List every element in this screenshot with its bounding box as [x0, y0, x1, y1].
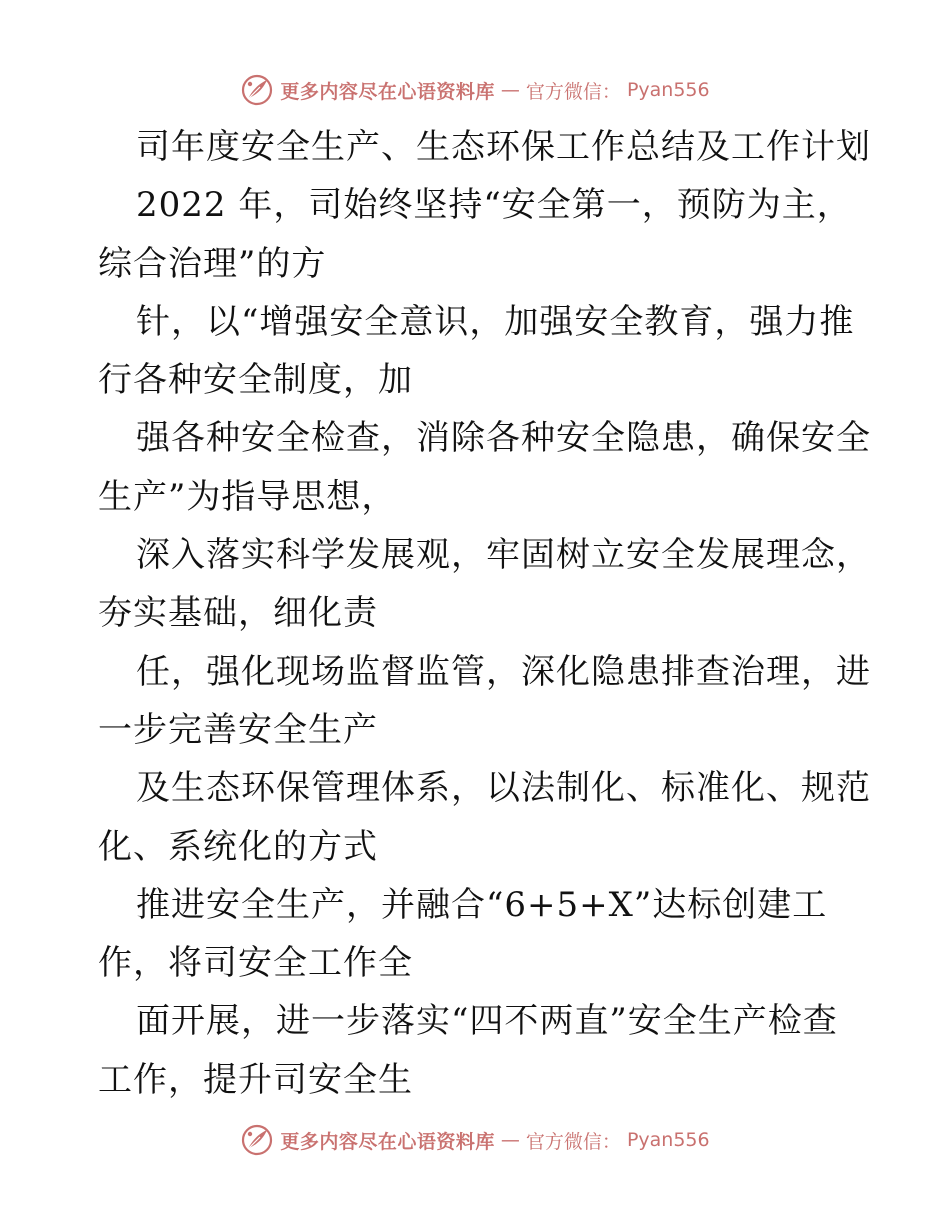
paragraph-line: 强各种安全检查，消除各种安全隐患，确保安全 [136, 418, 871, 459]
paragraph-line: 行各种安全制度，加 [98, 360, 413, 401]
document-title: 司年度安全生产、生态环保工作总结及工作计划 [136, 127, 871, 167]
feather-pen-logo-icon [240, 73, 274, 107]
watermark-main-text: 更多内容尽在心语资料库 [280, 1130, 495, 1153]
watermark-main-text: 更多内容尽在心语资料库 [280, 80, 495, 103]
paragraph-line: 作，将司安全工作全 [98, 943, 413, 984]
paragraph-line: 任，强化现场监督监管，深化隐患排查治理，进 [136, 651, 871, 692]
watermark-dash: — [500, 1129, 520, 1151]
paragraph-line: 面开展，进一步落实“四不两直”安全生产检查 [136, 1001, 838, 1042]
paragraph-line: 一步完善安全生产 [98, 709, 378, 750]
paragraph-line: 综合治理”的方 [98, 243, 327, 284]
footer-watermark [0, 1120, 950, 1160]
paragraph-line: 2022 年，司始终坚持“安全第一，预防为主， [136, 185, 852, 226]
paragraph-line: 深入落实科学发展观，牢固树立安全发展理念， [136, 535, 871, 576]
paragraph-line: 工作，提升司安全生 [98, 1059, 413, 1100]
paragraph-line: 化、系统化的方式 [98, 826, 378, 867]
paragraph-line: 针，以“增强安全意识，加强安全教育，强力推 [136, 301, 855, 342]
paragraph-line: 推进安全生产，并融合“6+5+X”达标创建工 [136, 884, 828, 925]
paragraph-line: 生产”为指导思想， [98, 476, 397, 517]
paragraph-line: 夯实基础，细化责 [98, 593, 378, 634]
watermark-suffix-text: 官方微信： [525, 1130, 621, 1153]
feather-pen-logo-icon [240, 1123, 274, 1157]
document-body [98, 118, 871, 1109]
watermark-handle: Pyan556 [626, 79, 710, 101]
paragraph-line: 及生态环保管理体系，以法制化、标准化、规范 [136, 768, 871, 809]
watermark-suffix-text: 官方微信： [525, 80, 621, 103]
watermark-dash: — [500, 79, 520, 101]
header-watermark [0, 70, 950, 110]
watermark-handle: Pyan556 [626, 1129, 710, 1151]
